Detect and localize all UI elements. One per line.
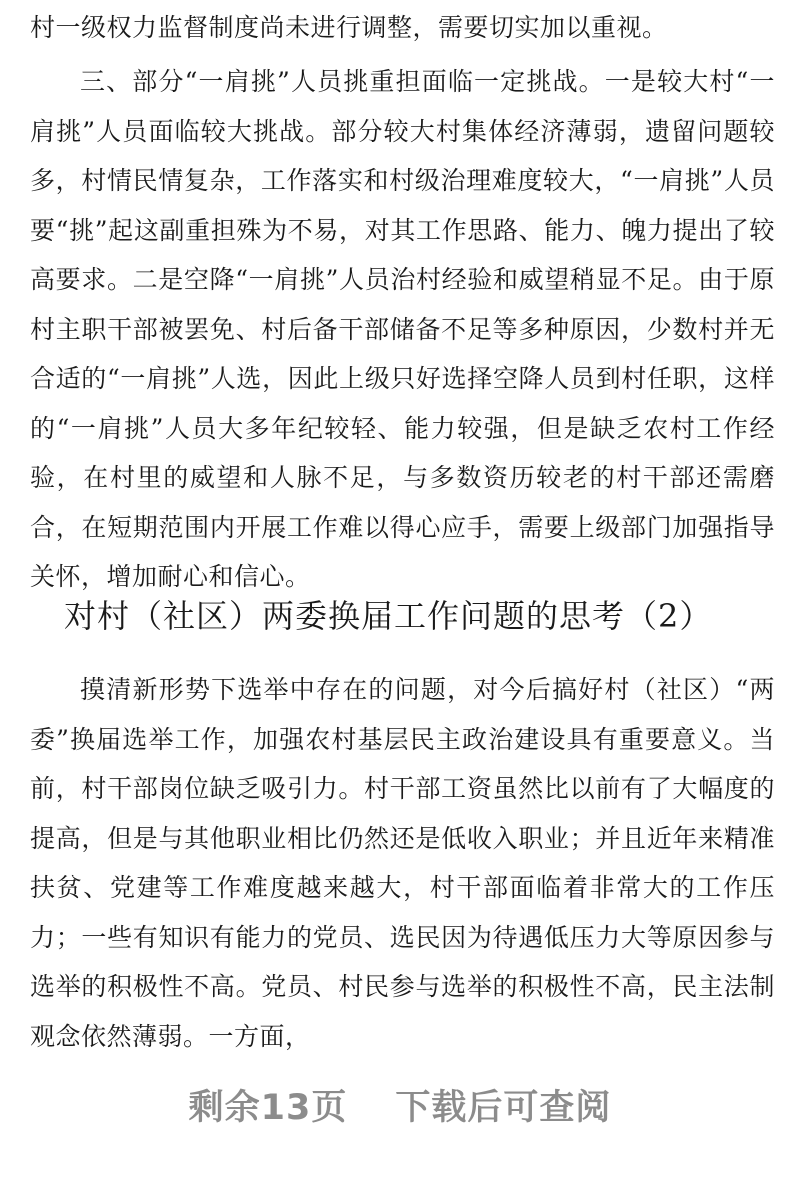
- paragraph-three: 三、部分“一肩挑”人员挑重担面临一定挑战。一是较大村“一肩挑”人员面临较大挑战。部分较大村集体经济薄弱，遗留问题较多，村情民情复杂，工作落实和村级治理难度较大，“一肩挑”人员要“挑”起这副重担殊为不易，对其工作思路、能力、魄力提出了较高要求。二是空降“一肩挑”人员治村经验和威望稍显不足。由于原村主职干部被罢免、村后备干部储备不足等多种原因，少数村并无合适的“一肩挑”人选，因此上级只好选择空降人员到村任职，这样的“一肩挑”人员大多年纪较轻、能力较强，但是缺乏农村工作经验，在村里的威望和人脉不足，与多数资历较老的村干部还需磨合，在短期范围内开展工作难以得心应手，需要上级部门加强指导关怀，增加耐心和信心。: [30, 67, 775, 591]
- remaining-pages-label: 剩余13页: [188, 1088, 348, 1128]
- paragraph-body: 摸清新形势下选举中存在的问题，对今后搞好村（社区）“两委”换届选举工作，加强农村基层民主政治建设具有重要意义。当前，村干部岗位缺乏吸引力。村干部工资虽然比以前有了大幅度的提高，但是与其他职业相比仍然还是低收入职业；并且近年来精准扶贫、党建等工作难度越来越大，村干部面临着非常大的工作压力；一些有知识有能力的党员、选民因为待遇低压力大等原因参与选举的积极性不高。党员、村民参与选举的积极性不高，民主法制观念依然薄弱。一方面，: [30, 675, 775, 1051]
- download-prompt[interactable]: [0, 1083, 800, 1133]
- download-hint-label: 下载后可查阅: [395, 1088, 612, 1128]
- section-title: 对村（社区）两委换届工作问题的思考（2）: [64, 597, 713, 635]
- paragraph-top: 村一级权力监督制度尚未进行调整，需要切实加以重视。: [30, 13, 668, 42]
